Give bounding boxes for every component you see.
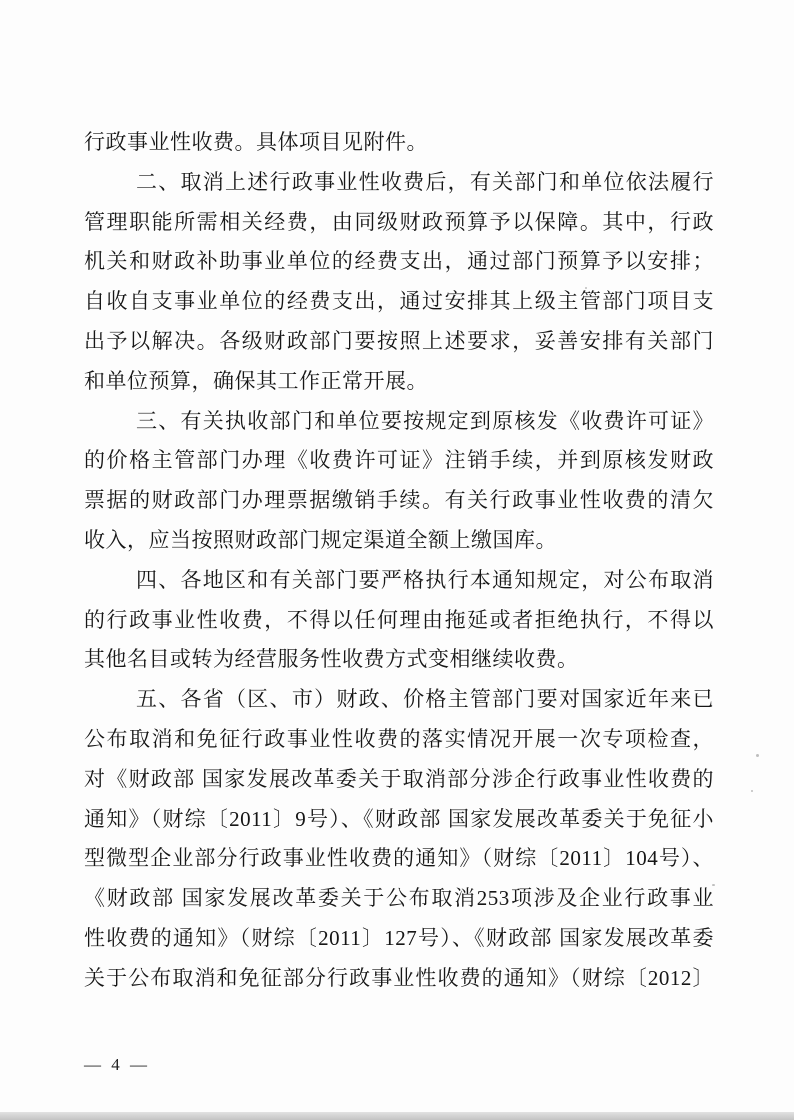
scan-speck: [585, 287, 587, 289]
text-line: 出予以解决。各级财政部门要按照上述要求，妥善安排有关部门: [84, 328, 714, 353]
text-line: 票据的财政部门办理票据缴销手续。有关行政事业性收费的清欠: [84, 488, 714, 513]
text-line: 性收费的通知》（财综〔2011〕127号）、《财政部 国家发展改革委: [84, 925, 714, 950]
text-line: 机关和财政补助事业单位的经费支出，通过部门预算予以安排；: [84, 249, 714, 274]
text-line: 四、各地区和有关部门要严格执行本通知规定，对公布取消: [136, 567, 714, 592]
text-line: 和单位预算，确保其工作正常开展。: [84, 368, 428, 393]
text-line: 公布取消和免征行政事业性收费的落实情况开展一次专项检查，: [84, 726, 714, 751]
text-line: 二、取消上述行政事业性收费后，有关部门和单位依法履行: [136, 169, 714, 194]
text-line: 《财政部 国家发展改革委关于公布取消253项涉及企业行政事业: [84, 886, 714, 911]
text-line: 对《财政部 国家发展改革委关于取消部分涉企行政事业性收费的: [84, 766, 714, 791]
text-line: 收入，应当按照财政部门规定渠道全额上缴国库。: [84, 527, 557, 552]
scan-speck: [712, 884, 715, 886]
scan-speck: [751, 790, 753, 792]
document-body: [84, 123, 714, 999]
page-number: — 4 —: [84, 1055, 150, 1074]
text-line: 管理职能所需相关经费，由同级财政预算予以保障。其中，行政: [84, 209, 714, 234]
text-line: 的行政事业性收费，不得以任何理由拖延或者拒绝执行，不得以: [84, 607, 714, 632]
scan-edge: [0, 1112, 794, 1120]
text-line: 其他名目或转为经营服务性收费方式变相继续收费。: [84, 647, 579, 672]
text-line: 五、各省（区、市）财政、价格主管部门要对国家近年来已: [136, 687, 714, 712]
text-line: 通知》（财综〔2011〕9号）、《财政部 国家发展改革委关于免征小: [84, 806, 714, 831]
text-line: 三、有关执收部门和单位要按规定到原核发《收费许可证》: [136, 408, 714, 433]
text-line: 型微型企业部分行政事业性收费的通知》（财综〔2011〕104号）、: [84, 846, 714, 871]
text-line: 自收自支事业单位的经费支出，通过安排其上级主管部门项目支: [84, 289, 714, 314]
scan-speck: [756, 754, 759, 757]
text-line: 行政事业性收费。具体项目见附件。: [84, 130, 428, 154]
text-line: 的价格主管部门办理《收费许可证》注销手续，并到原核发财政: [84, 448, 714, 473]
text-line: 关于公布取消和免征部分行政事业性收费的通知》（财综〔2012〕: [84, 965, 714, 990]
